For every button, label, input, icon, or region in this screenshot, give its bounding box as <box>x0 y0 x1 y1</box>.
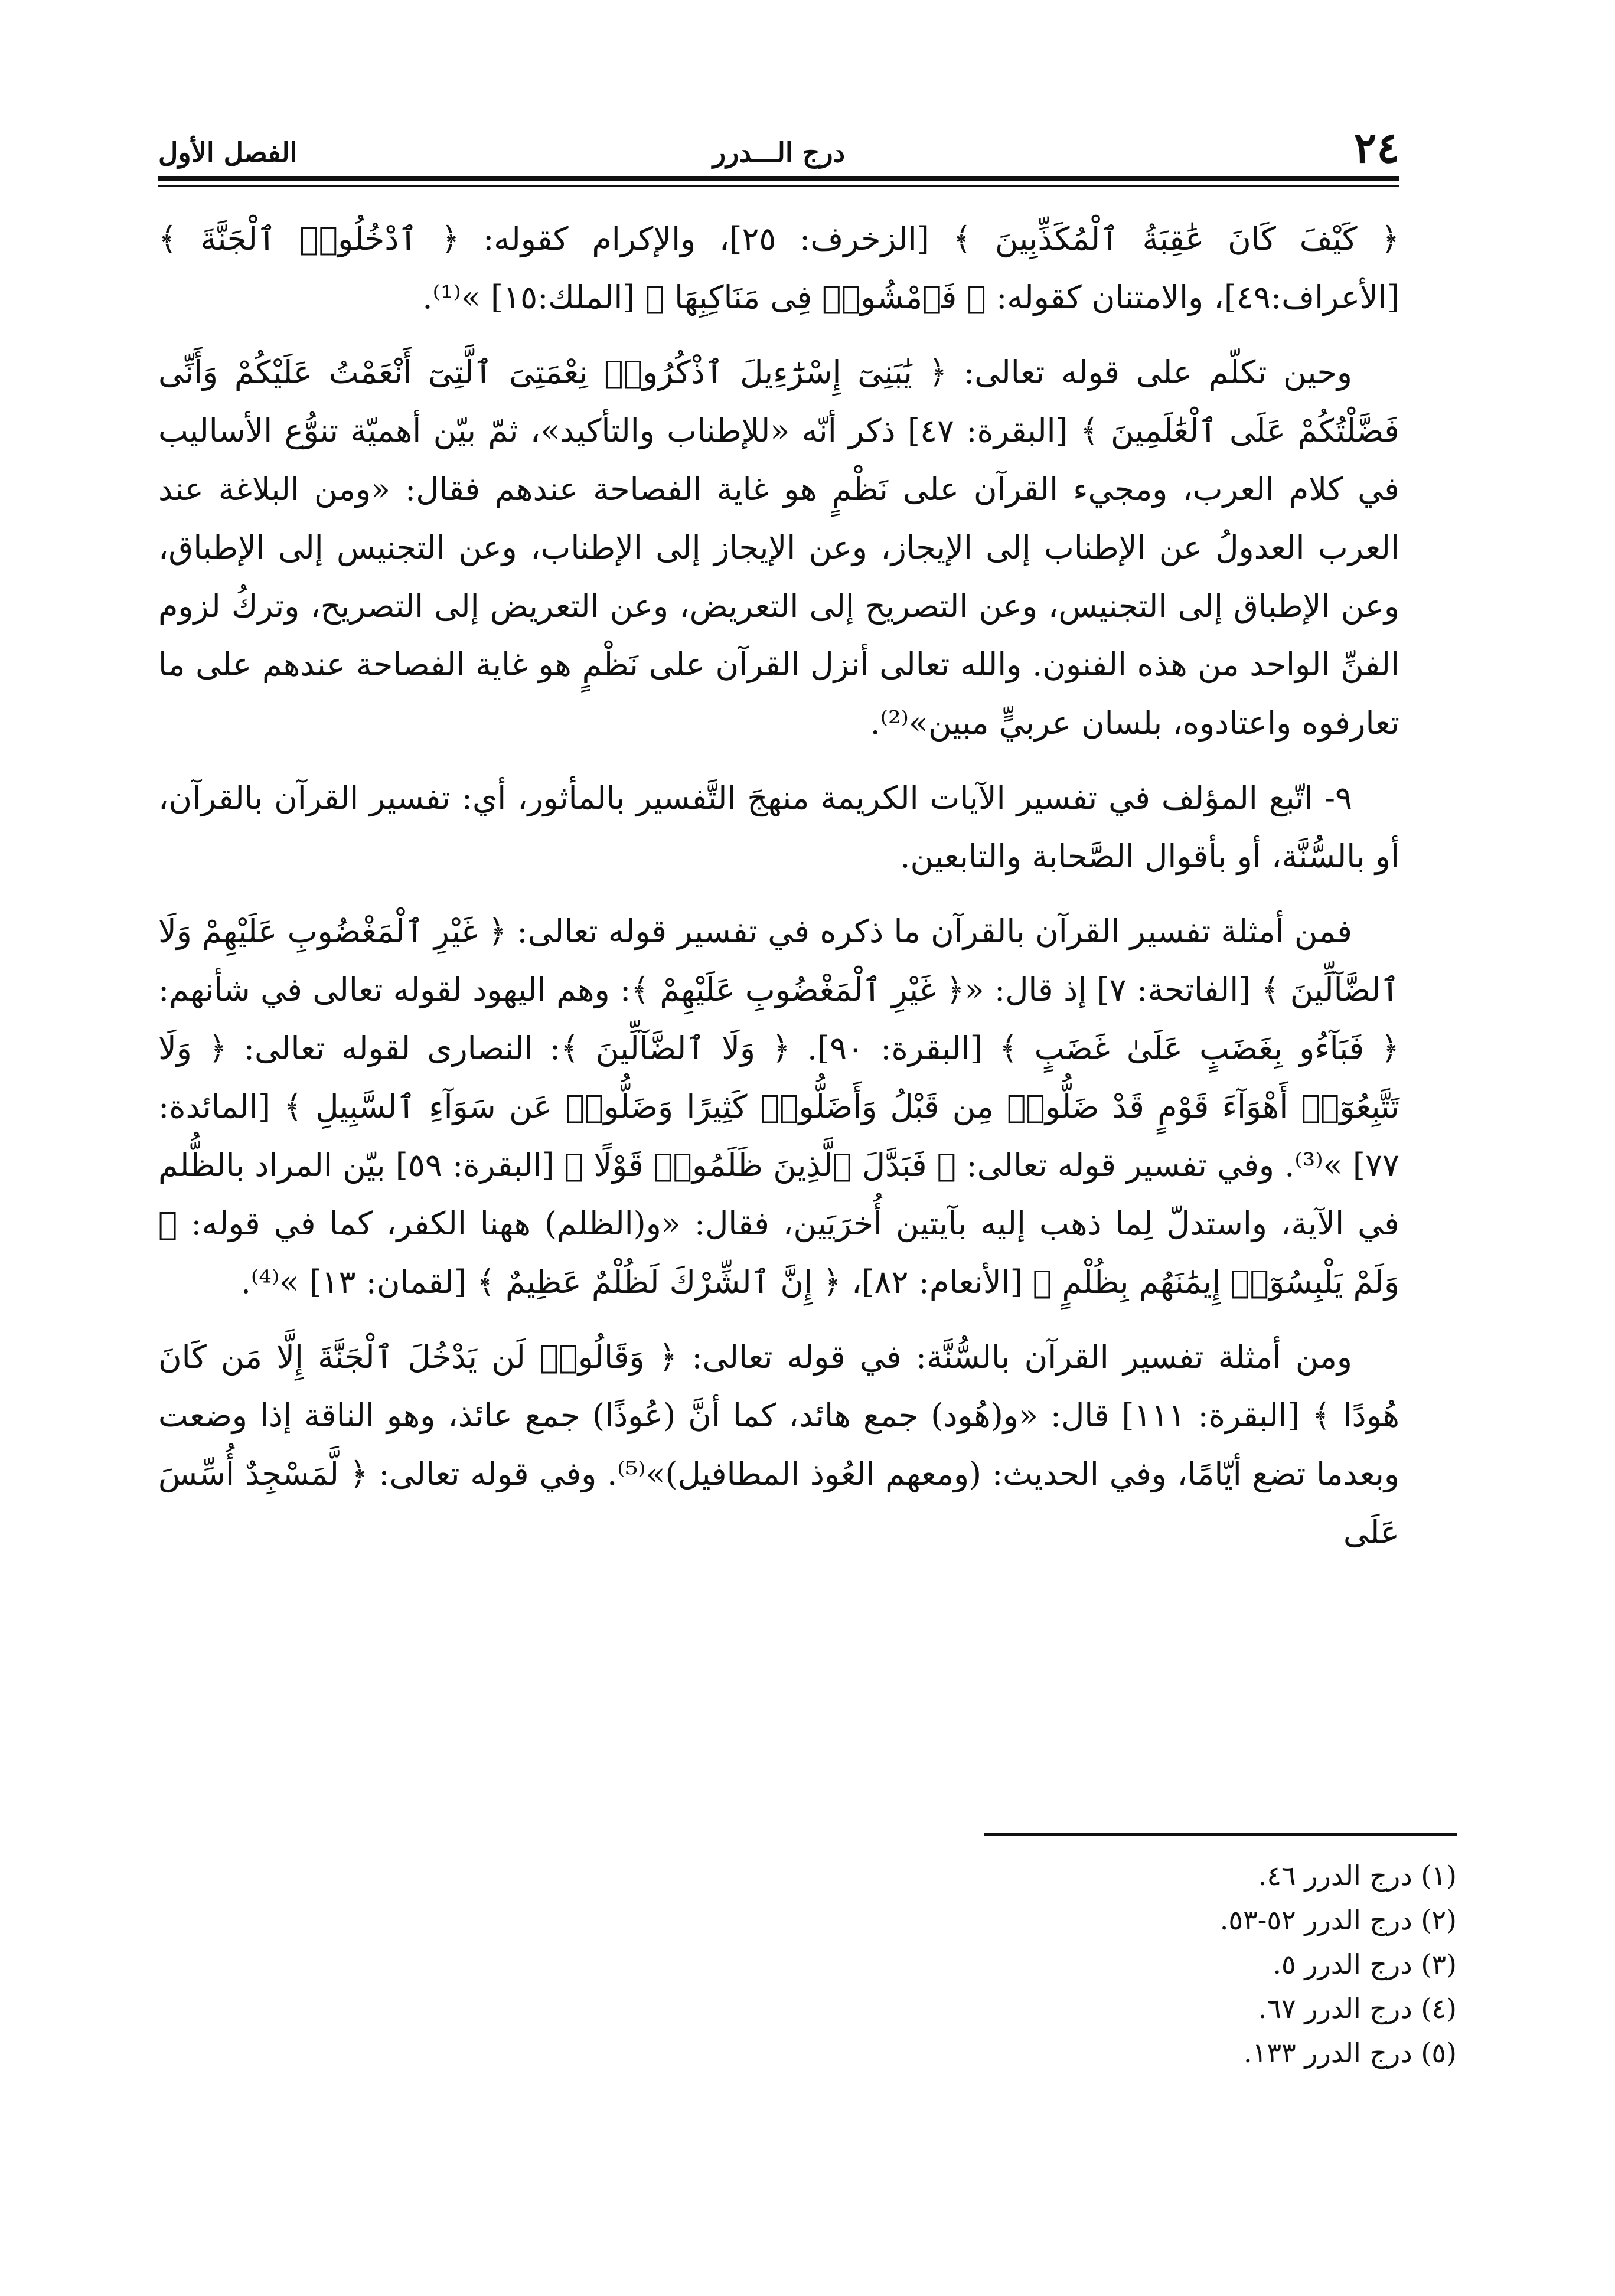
paragraph-4: فمن أمثلة تفسير القرآن بالقرآن ما ذكره في تفسير قوله تعالى: ﴿ غَيْرِ ٱلْمَغْضُوبِ عَلَيْهِمْ وَلَا ٱلضَّآلِّينَ ﴾ [الفاتحة: ٧] إذ قال: «﴿ غَيْرِ ٱلْمَغْضُوبِ عَلَيْهِمْ ﴾: وهم اليهود لقوله تعالى في شأنهم: ﴿ فَبَآءُو بِغَضَبٍ عَلَىٰ غَضَبٍ ﴾ [البقرة: ٩٠]. ﴿ وَلَا ٱلضَّآلِّينَ ﴾: النصارى لقوله تعالى: ﴿ وَلَا تَتَّبِعُوٓا۟ أَهْوَآءَ قَوْمٍ قَدْ ضَلُّوا۟ مِن قَبْلُ وَأَضَلُّوا۟ كَثِيرًا وَضَلُّوا۟ عَن سَوَآءِ ٱلسَّبِيلِ ﴾ [المائدة: ٧٧] »⁽³⁾. وفي تفسير قوله تعالى: ﴿ فَبَدَّلَ ٱلَّذِينَ ظَلَمُوا۟ قَوْلًا ﴾ [البقرة: ٥٩] بيّن المراد بالظُّلم في الآية، واستدلّ لِما ذهب إليه بآيتين أُخرَيَين، فقال: «و(الظلم) ههنا الكفر، كما في قوله: ﴿ وَلَمْ يَلْبِسُوٓا۟ إِيمَٰنَهُم بِظُلْمٍ ﴾ [الأنعام: ٨٢]، ﴿ إِنَّ ٱلشِّرْكَ لَظُلْمٌ عَظِيمٌ ﴾ [لقمان: ١٣] »⁽⁴⁾. <box>158 913 1400 1301</box>
paragraph-5: ومن أمثلة تفسير القرآن بالسُّنَّة: في قوله تعالى: ﴿ وَقَالُوا۟ لَن يَدْخُلَ ٱلْجَنَّةَ إِلَّا مَن كَانَ هُودًا ﴾ [البقرة: ١١١] قال: «و(هُود) جمع هائد، كما أنَّ (عُوذًا) جمع عائذ، وهو الناقة إذا وضعت وبعدما تضع أيّامًا، وفي الحديث: (ومعهم العُوذ المطافيل)»⁽⁵⁾. وفي قوله تعالى: ﴿ لَّمَسْجِدٌ أُسِّسَ عَلَى <box>158 1338 1399 1551</box>
paragraph-3: ٩- اتّبع المؤلف في تفسير الآيات الكريمة منهجَ التَّفسير بالمأثور، أي: تفسير القرآن بالقرآن، أو بالسُّنَّة، أو بأقوال الصَّحابة والتابعين. <box>158 779 1399 875</box>
page-header <box>158 121 1399 174</box>
footnotes <box>216 1854 1457 2075</box>
footnote-3: (٣) درج الدرر ٥. <box>1273 1948 1457 1980</box>
footnotes-separator <box>984 1833 1457 1836</box>
header-rule-thick <box>158 176 1399 181</box>
chapter-title: الفصل الأول <box>158 136 298 168</box>
page-number: ٢٤ <box>1353 122 1399 172</box>
main-text <box>158 210 1399 1578</box>
paragraph-1: ﴿ كَيْفَ كَانَ عَٰقِبَةُ ٱلْمُكَذِّبِينَ ﴾ [الزخرف: ٢٥]، والإكرام كقوله: ﴿ ٱدْخُلُوا۟ ٱلْجَنَّةَ ﴾ [الأعراف:٤٩]، والامتنان كقوله: ﴿ فَٱمْشُوا۟ فِى مَنَاكِبِهَا ﴾ [الملك:١٥] »⁽¹⁾. <box>158 220 1399 316</box>
footnote-4: (٤) درج الدرر ٦٧. <box>1258 1993 1457 2024</box>
header-rule-thin <box>158 185 1399 187</box>
footnote-5: (٥) درج الدرر ١٣٣. <box>1244 2037 1457 2069</box>
footnote-2: (٢) درج الدرر ٥٢-٥٣. <box>1219 1904 1457 1936</box>
paragraph-2: وحين تكلّم على قوله تعالى: ﴿ يَٰبَنِىٓ إِسْرَٰٓءِيلَ ٱذْكُرُوا۟ نِعْمَتِىَ ٱلَّتِىٓ أَنْعَمْتُ عَلَيْكُمْ وَأَنِّى فَضَّلْتُكُمْ عَلَى ٱلْعَٰلَمِينَ ﴾ [البقرة: ٤٧] ذكر أنّه «للإطناب والتأكيد»، ثمّ بيّن أهميّة تنوُّع الأساليب في كلام العرب، ومجيء القرآن على نَظْمٍ هو غاية الفصاحة عندهم فقال: «ومن البلاغة عند العرب العدولُ عن الإطناب إلى الإيجاز، وعن الإيجاز إلى الإطناب، وعن التجنيس إلى الإطباق، وعن الإطباق إلى التجنيس، وعن التصريح إلى التعريض، وعن التعريض إلى التصريح، وتركُ لزوم الفنِّ الواحد من هذه الفنون. والله تعالى أنزل القرآن على نَظْمٍ هو غاية الفصاحة عندهم على ما تعارفوه واعتادوه، بلسان عربيٍّ مبين»⁽²⁾. <box>158 354 1399 742</box>
running-title: درج الـــدرر <box>712 136 846 168</box>
footnote-1: (١) درج الدرر ٤٦. <box>1258 1860 1457 1892</box>
